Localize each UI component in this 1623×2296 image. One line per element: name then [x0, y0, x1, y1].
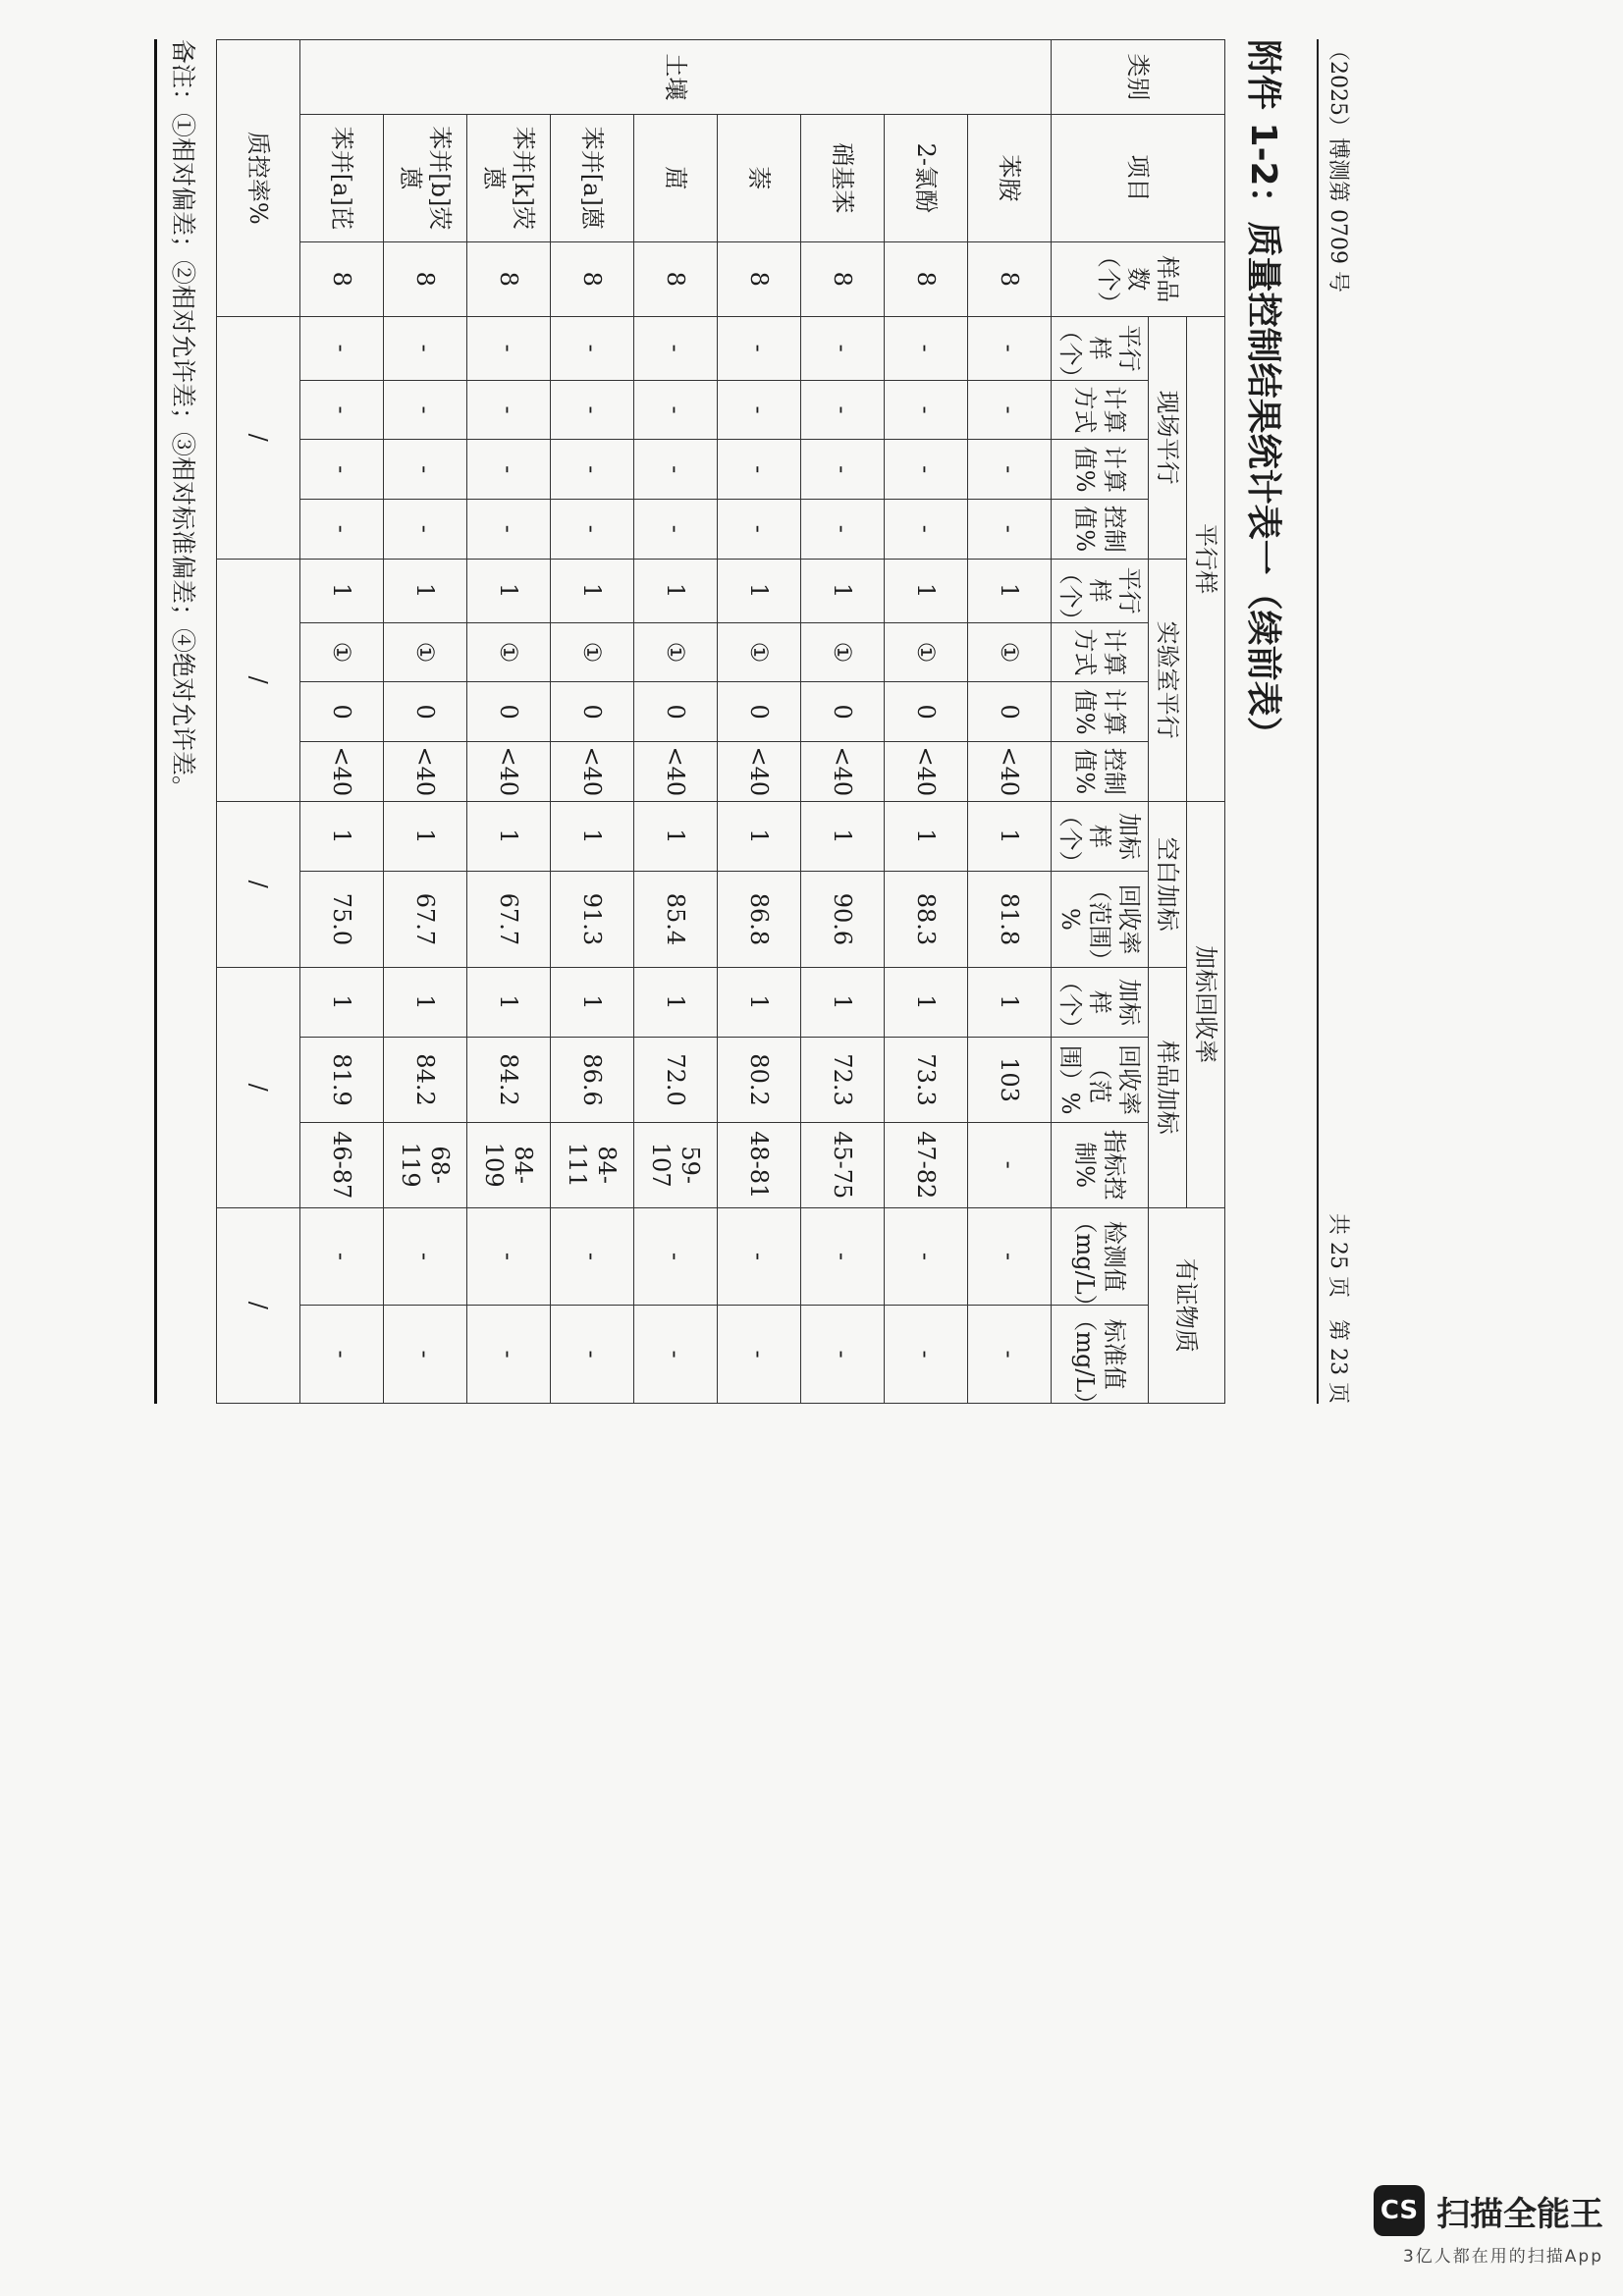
cell-ss: 1 [634, 967, 718, 1038]
cell-lm: ① [801, 622, 885, 682]
header-lab-control-value: 控制值% [1052, 742, 1149, 802]
item-name: 苯并[k]荧蒽 [467, 114, 551, 241]
cell-sc: 45-75 [801, 1122, 885, 1207]
cell-lp: 1 [801, 559, 885, 622]
cell-bs: 1 [718, 801, 801, 872]
cell-lm: ① [300, 622, 384, 682]
cell-lp: 1 [384, 559, 467, 622]
item-name: 2-氯酚 [885, 114, 968, 241]
cell-fm: - [885, 380, 968, 440]
cell-fp: - [885, 316, 968, 380]
cell-fm: - [801, 380, 885, 440]
cell-bs: 1 [885, 801, 968, 872]
cell-fcv: - [718, 500, 801, 560]
cell-sr: 81.9 [300, 1038, 384, 1123]
cell-cm: - [634, 1207, 718, 1306]
header-lab-parallel: 实验室平行 [1149, 559, 1187, 801]
cell-lm: ① [467, 622, 551, 682]
cell-fm: - [384, 380, 467, 440]
cell-sc: 47-82 [885, 1122, 968, 1207]
cell-fcv: - [384, 500, 467, 560]
cell-sr: 84.2 [467, 1038, 551, 1123]
cell-ss: 1 [467, 967, 551, 1038]
cell-lp: 1 [885, 559, 968, 622]
cell-lcv: <40 [634, 742, 718, 802]
cell-br: 67.7 [467, 872, 551, 968]
cell-fp: - [968, 316, 1052, 380]
cell-bs: 1 [300, 801, 384, 872]
camscanner-logo-icon: CS [1374, 2185, 1425, 2236]
cell-ss: 1 [968, 967, 1052, 1038]
cell-fm: - [718, 380, 801, 440]
item-name: 硝基苯 [801, 114, 885, 241]
cell-fc: - [384, 440, 467, 500]
cell-cs: - [384, 1306, 467, 1404]
cell-lm: ① [718, 622, 801, 682]
header-parallel: 平行样 [1187, 316, 1225, 801]
cell-fc: - [718, 440, 801, 500]
cell-fcv: - [300, 500, 384, 560]
cell-br: 75.0 [300, 872, 384, 968]
cell-sr: 86.6 [551, 1038, 634, 1123]
cell-fm: - [300, 380, 384, 440]
cell-br: 86.8 [718, 872, 801, 968]
table-row [968, 40, 1052, 1404]
cell-lcv: <40 [968, 742, 1052, 802]
cell-cs: - [885, 1306, 968, 1404]
cell-fm: - [634, 380, 718, 440]
cell-ss: 1 [718, 967, 801, 1038]
cell-lcv: <40 [885, 742, 968, 802]
header-sample-spike-count: 加标样（个） [1052, 967, 1149, 1038]
cell-lm: ① [384, 622, 467, 682]
cell-fm: - [551, 380, 634, 440]
cell-cm: - [384, 1207, 467, 1306]
cell-br: 67.7 [384, 872, 467, 968]
header-lab-calc-method: 计算方式 [1052, 622, 1149, 682]
scanner-app-badge [1374, 2185, 1603, 2267]
cell-fp: - [801, 316, 885, 380]
cell-lc: 0 [634, 682, 718, 742]
notes-line: 备注：①相对偏差；②相对允许差；③相对标准偏差；④绝对允许差。 [154, 39, 202, 1404]
cell-sr: 80.2 [718, 1038, 801, 1123]
table-row [300, 40, 384, 1404]
cell-lc: 0 [885, 682, 968, 742]
page-number-real: 共 25 页 第 23 页 [1325, 1213, 1350, 1404]
table-row [551, 40, 634, 1404]
header-standard-value: 标准值（mg/L） [1052, 1306, 1149, 1404]
cell-cm: - [551, 1207, 634, 1306]
category-cell: 土壤 [300, 40, 1052, 115]
header-certified-material: 有证物质 [1149, 1207, 1225, 1403]
cell-sc: 84-111 [551, 1122, 634, 1207]
cell-cm: - [968, 1207, 1052, 1306]
cell-lp: 1 [968, 559, 1052, 622]
cell-br: 88.3 [885, 872, 968, 968]
qc-rate-label: 质控率% [217, 40, 300, 317]
cell-n: 8 [968, 241, 1052, 316]
cell-lm: ① [634, 622, 718, 682]
header-blank-spike-count: 加标样（个） [1052, 801, 1149, 872]
cell-sc: 68-119 [384, 1122, 467, 1207]
table-row [467, 40, 551, 1404]
cell-lc: 0 [551, 682, 634, 742]
cell-ss: 1 [551, 967, 634, 1038]
cell-fcv: - [885, 500, 968, 560]
item-name: 苯并[a]芘 [300, 114, 384, 241]
cell-sr: 103 [968, 1038, 1052, 1123]
cell-lc: 0 [801, 682, 885, 742]
cell-fc: - [467, 440, 551, 500]
header-lab-parallel-count: 平行样（个） [1052, 559, 1149, 622]
cell-fp: - [551, 316, 634, 380]
header-spike-recovery: 加标回收率 [1187, 801, 1225, 1207]
cell-bs: 1 [801, 801, 885, 872]
cell-lc: 0 [467, 682, 551, 742]
cell-sc: - [968, 1122, 1052, 1207]
cell-ss: 1 [300, 967, 384, 1038]
cell-bs: 1 [634, 801, 718, 872]
header-sample-count: 样品数（个） [1052, 241, 1225, 316]
header-field-parallel-count: 平行样（个） [1052, 316, 1149, 380]
cell-n: 8 [634, 241, 718, 316]
qc-rate-field: / [217, 316, 300, 559]
cell-lcv: <40 [384, 742, 467, 802]
cell-lc: 0 [968, 682, 1052, 742]
cell-lc: 0 [384, 682, 467, 742]
header-field-parallel: 现场平行 [1149, 316, 1187, 559]
item-name: 苯并[b]荧蒽 [384, 114, 467, 241]
item-name: 䓛 [634, 114, 718, 241]
cell-lm: ① [551, 622, 634, 682]
cell-cm: - [300, 1207, 384, 1306]
cell-fcv: - [551, 500, 634, 560]
cell-fm: - [467, 380, 551, 440]
item-name: 苯并[a]蒽 [551, 114, 634, 241]
cell-n: 8 [718, 241, 801, 316]
cell-fcv: - [801, 500, 885, 560]
header-field-calc-value: 计算值% [1052, 440, 1149, 500]
cell-lp: 1 [300, 559, 384, 622]
cell-sc: 84-109 [467, 1122, 551, 1207]
table-row [885, 40, 968, 1404]
cell-cm: - [718, 1207, 801, 1306]
cell-fc: - [968, 440, 1052, 500]
cell-sc: 48-81 [718, 1122, 801, 1207]
header-category: 类别 [1052, 40, 1225, 115]
table-row [634, 40, 718, 1404]
header-blank-recovery: 回收率（范围）% [1052, 872, 1149, 968]
cell-cs: - [300, 1306, 384, 1404]
cell-sr: 73.3 [885, 1038, 968, 1123]
cell-fcv: - [968, 500, 1052, 560]
cell-n: 8 [300, 241, 384, 316]
cell-sc: 46-87 [300, 1122, 384, 1207]
cell-fcv: - [634, 500, 718, 560]
qc-rate-row [217, 40, 300, 1404]
table-page [147, 39, 1355, 1416]
cell-cs: - [968, 1306, 1052, 1404]
cell-lcv: <40 [718, 742, 801, 802]
cell-lp: 1 [467, 559, 551, 622]
cell-n: 8 [551, 241, 634, 316]
header-field-control-value: 控制值% [1052, 500, 1149, 560]
cell-fcv: - [467, 500, 551, 560]
cell-fp: - [718, 316, 801, 380]
page-title: 附件 1-2：质量控制结果统计表一（续前表） [1243, 39, 1283, 752]
qc-rate-sample: / [217, 967, 300, 1207]
cell-fm: - [968, 380, 1052, 440]
qc-rate-blank: / [217, 801, 300, 967]
cell-cs: - [634, 1306, 718, 1404]
document-number-real: （2025）博测第 0709 号 [1325, 39, 1350, 293]
cell-fc: - [634, 440, 718, 500]
header-blank-spike: 空白加标 [1149, 801, 1187, 967]
cell-fc: - [801, 440, 885, 500]
header-measured-value: 检测值（mg/L） [1052, 1207, 1149, 1306]
cell-lc: 0 [718, 682, 801, 742]
cell-sr: 72.3 [801, 1038, 885, 1123]
cell-br: 81.8 [968, 872, 1052, 968]
cell-fc: - [300, 440, 384, 500]
cell-ss: 1 [801, 967, 885, 1038]
item-name: 萘 [718, 114, 801, 241]
qc-rate-lab: / [217, 559, 300, 801]
page-header [1317, 39, 1355, 1404]
cell-sc: 59-107 [634, 1122, 718, 1207]
cell-bs: 1 [968, 801, 1052, 872]
cell-fp: - [300, 316, 384, 380]
header-sample-spike: 样品加标 [1149, 967, 1187, 1207]
table-row [801, 40, 885, 1404]
cell-ss: 1 [885, 967, 968, 1038]
header-field-calc-method: 计算方式 [1052, 380, 1149, 440]
cell-bs: 1 [551, 801, 634, 872]
header-item: 项目 [1052, 114, 1225, 241]
header-index-control: 指标控制% [1052, 1122, 1149, 1207]
cell-sr: 72.0 [634, 1038, 718, 1123]
qc-rate-cert: / [217, 1207, 300, 1403]
cell-cm: - [885, 1207, 968, 1306]
cell-n: 8 [801, 241, 885, 316]
cell-br: 85.4 [634, 872, 718, 968]
app-name: 扫描全能王 [1436, 2194, 1603, 2234]
table-row [718, 40, 801, 1404]
cell-fp: - [384, 316, 467, 380]
cell-cm: - [467, 1207, 551, 1306]
cell-n: 8 [467, 241, 551, 316]
header-sample-recovery: 回收率（范围）% [1052, 1038, 1149, 1123]
cell-ss: 1 [384, 967, 467, 1038]
cell-lp: 1 [634, 559, 718, 622]
cell-lcv: <40 [551, 742, 634, 802]
cell-br: 91.3 [551, 872, 634, 968]
cell-lp: 1 [718, 559, 801, 622]
cell-fp: - [467, 316, 551, 380]
cell-cm: - [801, 1207, 885, 1306]
cell-br: 90.6 [801, 872, 885, 968]
cell-cs: - [551, 1306, 634, 1404]
cell-cs: - [718, 1306, 801, 1404]
cell-sr: 84.2 [384, 1038, 467, 1123]
cell-bs: 1 [384, 801, 467, 872]
cell-lcv: <40 [801, 742, 885, 802]
cell-lm: ① [885, 622, 968, 682]
cell-lm: ① [968, 622, 1052, 682]
cell-lcv: <40 [300, 742, 384, 802]
cell-n: 8 [885, 241, 968, 316]
cell-bs: 1 [467, 801, 551, 872]
cell-lcv: <40 [467, 742, 551, 802]
cell-n: 8 [384, 241, 467, 316]
cell-cs: - [467, 1306, 551, 1404]
cell-cs: - [801, 1306, 885, 1404]
table-row [384, 40, 467, 1404]
cell-fp: - [634, 316, 718, 380]
qc-results-table [216, 39, 1225, 1416]
cell-fc: - [885, 440, 968, 500]
header-lab-calc-value: 计算值% [1052, 682, 1149, 742]
cell-lc: 0 [300, 682, 384, 742]
cell-lp: 1 [551, 559, 634, 622]
cell-fc: - [551, 440, 634, 500]
item-name: 苯胺 [968, 114, 1052, 241]
app-slogan: 3亿人都在用的扫描App [1402, 2247, 1603, 2267]
